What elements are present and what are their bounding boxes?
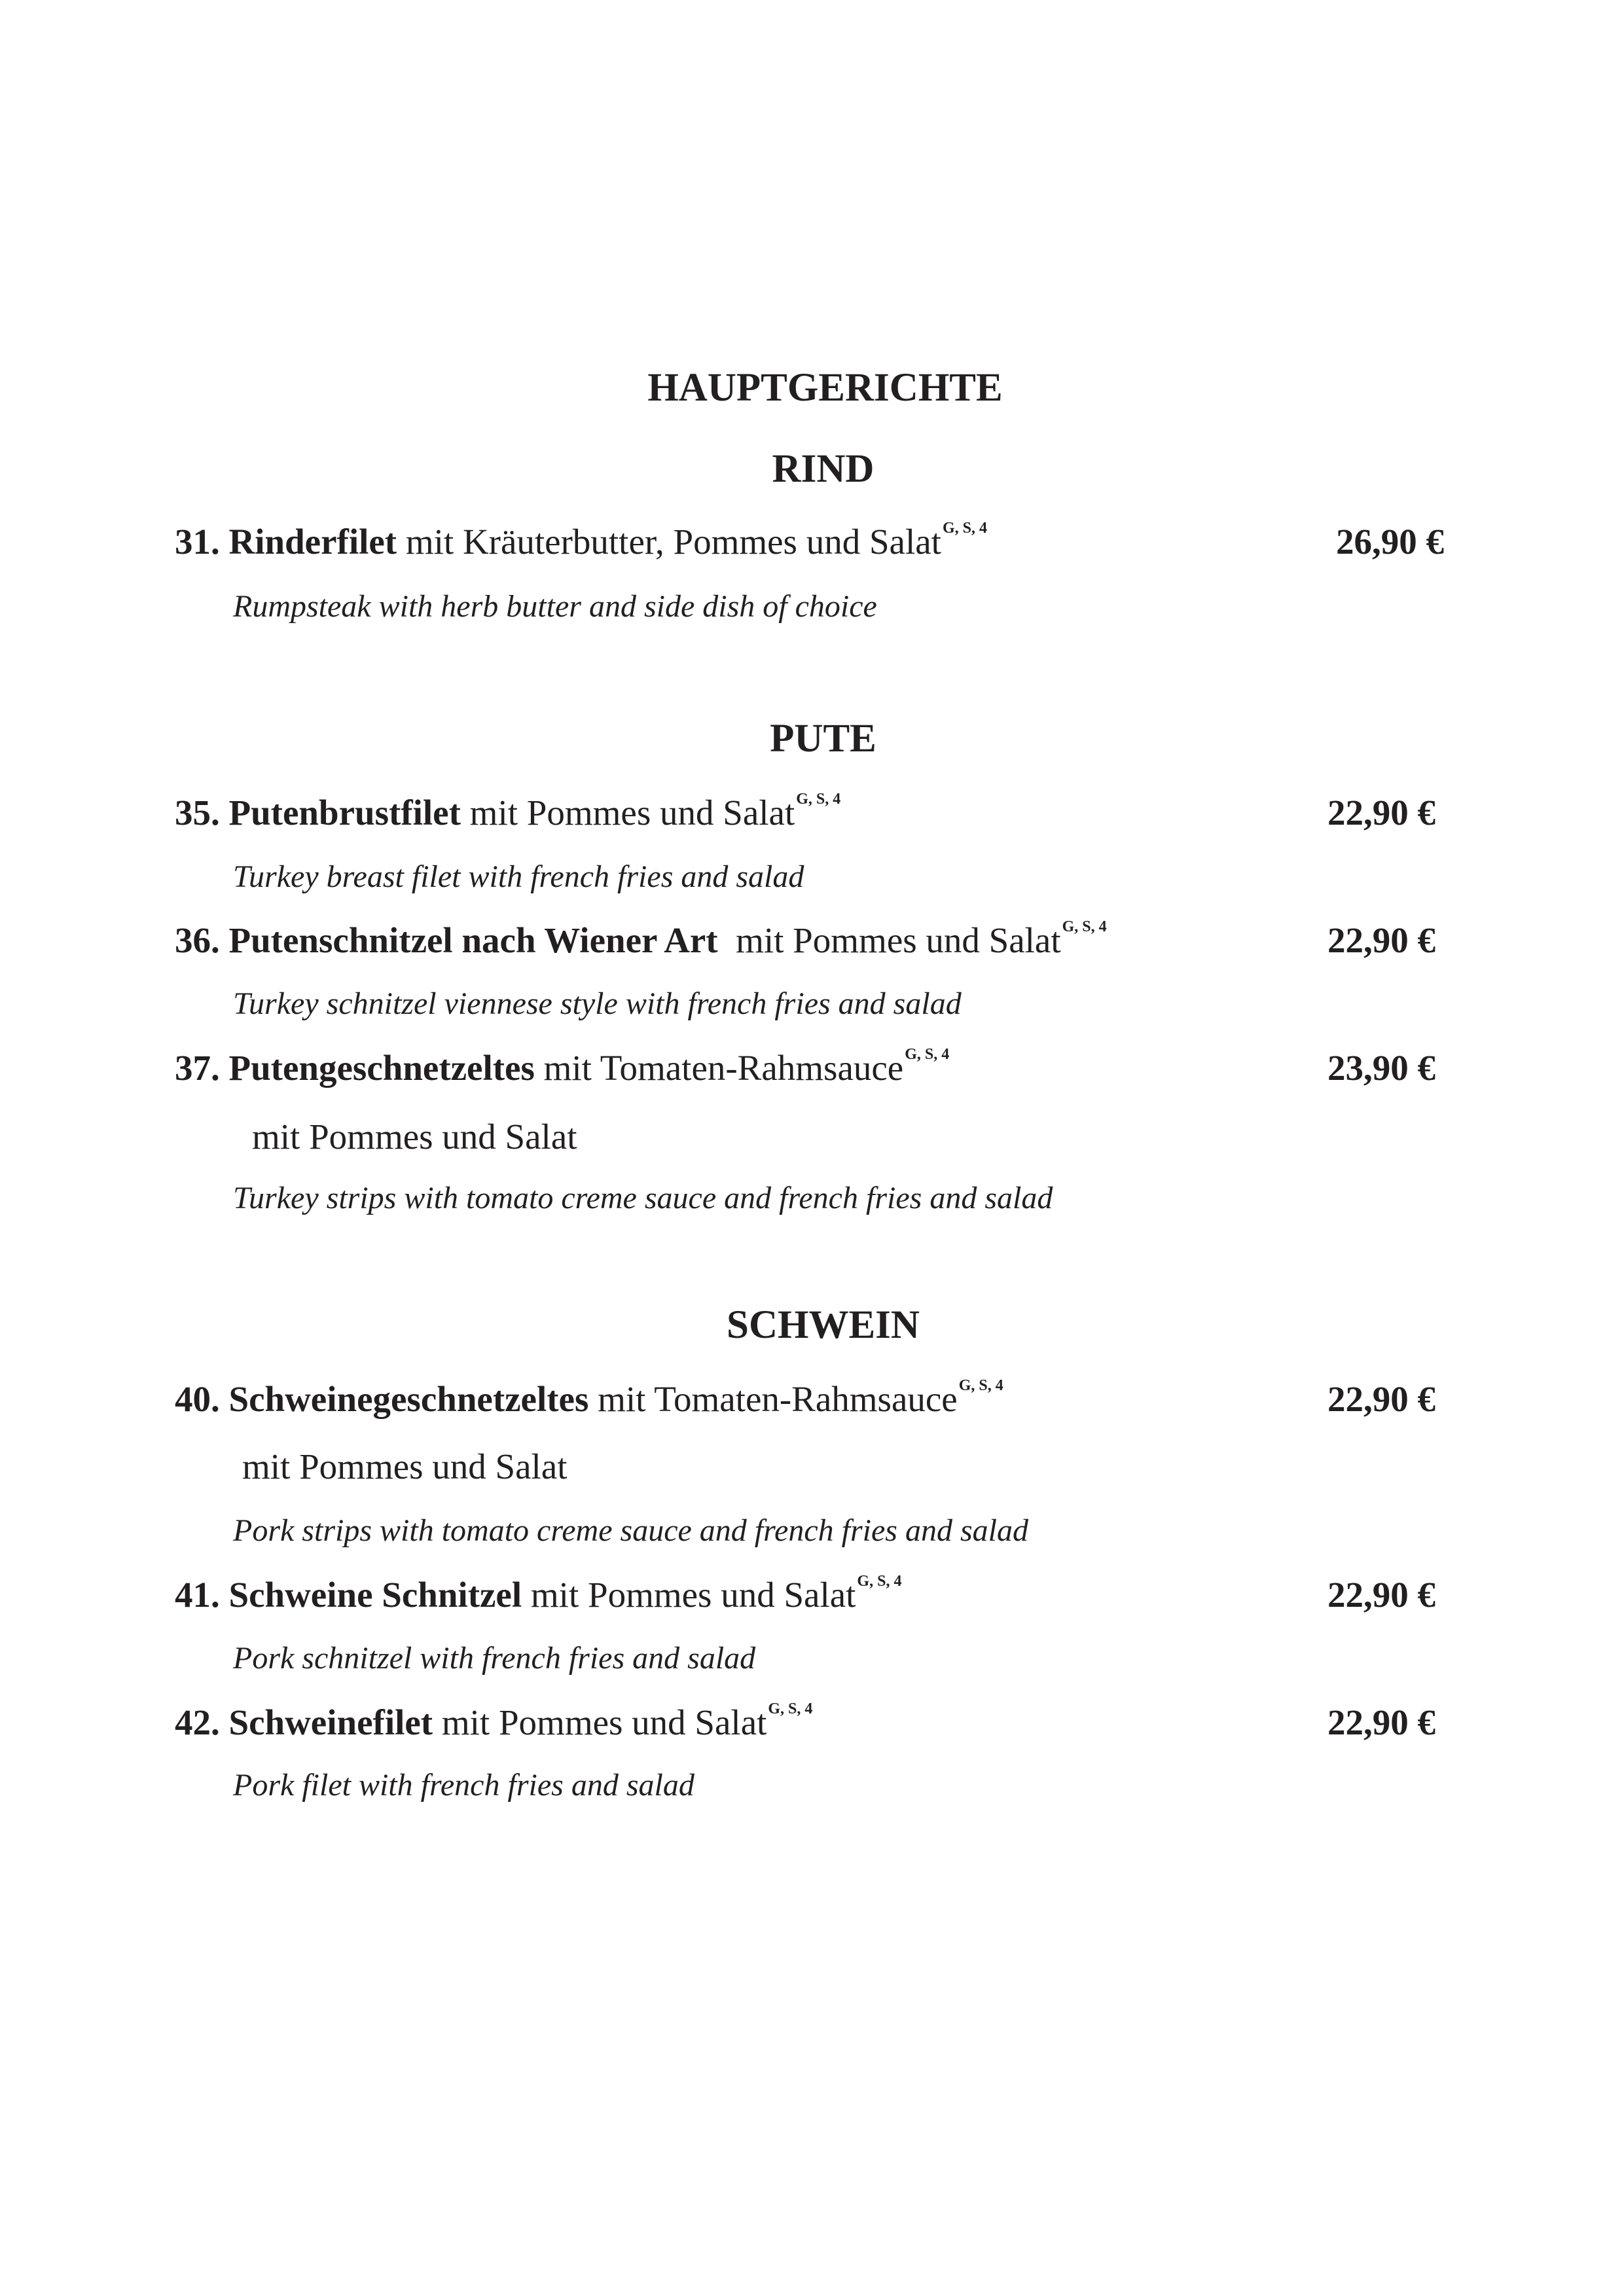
item-name: Schweinegeschnetzeltes — [228, 1379, 589, 1419]
item-price: 22,90 € — [1327, 793, 1435, 833]
item-price: 22,90 € — [1327, 1575, 1435, 1615]
item-english-description: Turkey schnitzel viennese style with french fries and salad — [233, 986, 962, 1021]
item-name: Putenbrustfilet — [228, 793, 461, 833]
item-english-description: Pork strips with tomato creme sauce and french fries and salad — [233, 1513, 1028, 1548]
item-english-description: Pork schnitzel with french fries and salad — [233, 1641, 756, 1676]
item-description: mit Pommes und Salat — [530, 1575, 856, 1615]
item-description-continuation: mit Pommes und Salat — [242, 1446, 568, 1486]
item-number: 35. — [175, 793, 220, 833]
section-heading-rind: RIND — [772, 447, 875, 491]
item-price: 22,90 € — [1327, 1379, 1435, 1419]
item-english-description: Rumpsteak with herb butter and side dish of choice — [233, 589, 877, 624]
menu-item-40 — [175, 1377, 1003, 1419]
item-price: 26,90 € — [1336, 522, 1444, 562]
item-number: 42. — [175, 1702, 220, 1742]
menu-item-42 — [175, 1700, 813, 1742]
section-heading-schwein: SCHWEIN — [727, 1303, 920, 1347]
menu-item-35 — [175, 791, 841, 833]
item-name: Putenschnitzel nach Wiener Art — [228, 920, 718, 960]
item-description: mit Tomaten-Rahmsauce — [543, 1048, 904, 1088]
item-number: 36. — [175, 920, 220, 960]
item-english-description: Pork filet with french fries and salad — [233, 1768, 695, 1803]
page-title: HAUPTGERICHTE — [647, 366, 1003, 410]
item-allergens: G, S, 4 — [768, 1700, 813, 1717]
item-allergens: G, S, 4 — [857, 1573, 902, 1590]
item-allergens: G, S, 4 — [905, 1046, 950, 1063]
menu-item-37 — [175, 1046, 950, 1088]
menu-item-36 — [175, 918, 1107, 960]
item-price: 22,90 € — [1327, 920, 1435, 960]
item-name: Schweinefilet — [228, 1702, 433, 1742]
item-allergens: G, S, 4 — [1062, 918, 1107, 935]
item-number: 41. — [175, 1575, 220, 1615]
item-number: 37. — [175, 1048, 220, 1088]
item-allergens: G, S, 4 — [958, 1377, 1003, 1394]
item-description: mit Pommes und Salat — [736, 920, 1061, 960]
item-price: 22,90 € — [1327, 1702, 1435, 1742]
item-name: Rinderfilet — [228, 522, 397, 562]
item-english-description: Turkey breast filet with french fries and salad — [233, 859, 804, 894]
item-description: mit Pommes und Salat — [469, 793, 795, 833]
menu-item-41 — [175, 1573, 902, 1615]
item-number: 40. — [175, 1379, 220, 1419]
item-allergens: G, S, 4 — [942, 520, 987, 537]
item-description: mit Tomaten-Rahmsauce — [598, 1379, 958, 1419]
item-name: Putengeschnetzeltes — [228, 1048, 535, 1088]
item-english-description: Turkey strips with tomato creme sauce and french fries and salad — [233, 1181, 1053, 1215]
item-description: mit Pommes und Salat — [441, 1702, 767, 1742]
item-description: mit Kräuterbutter, Pommes und Salat — [405, 522, 941, 562]
item-allergens: G, S, 4 — [796, 791, 841, 808]
item-description-continuation: mit Pommes und Salat — [252, 1117, 577, 1157]
menu-item-31 — [175, 520, 987, 562]
item-price: 23,90 € — [1327, 1048, 1435, 1088]
item-name: Schweine Schnitzel — [228, 1575, 522, 1615]
section-heading-pute: PUTE — [770, 717, 876, 761]
item-number: 31. — [175, 522, 220, 562]
